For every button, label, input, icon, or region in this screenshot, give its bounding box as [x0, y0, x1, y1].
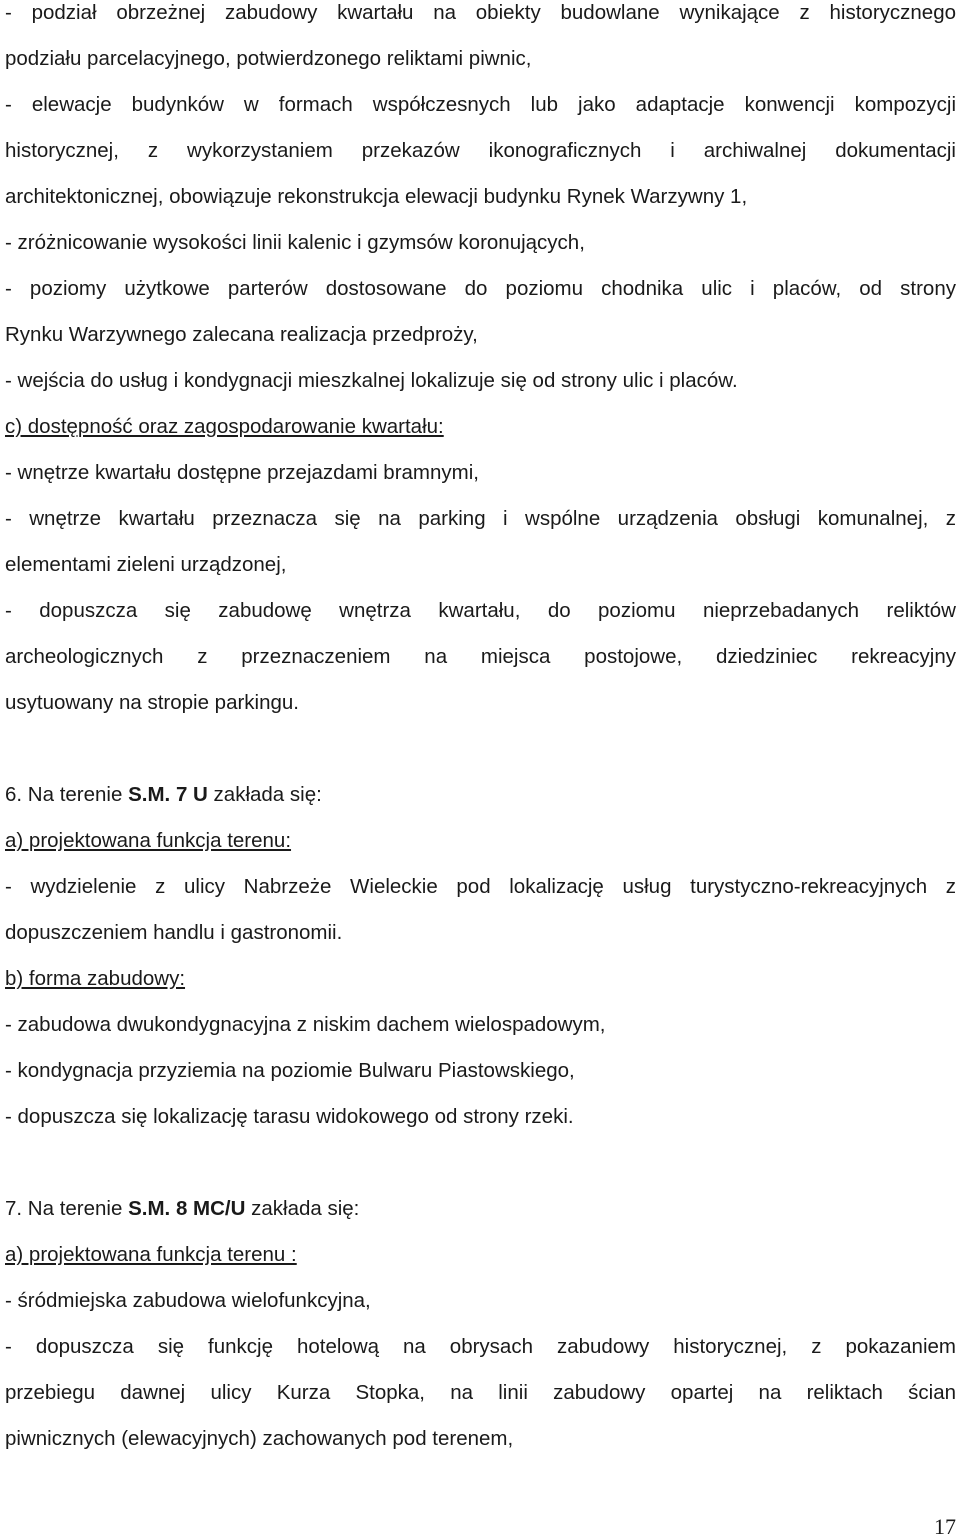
section-6-prefix: 6. Na terenie [5, 783, 129, 806]
text-line: - wydzielenie z ulicy Nabrzeże Wieleckie pod lokalizację usług turystyczno-rekreacyjnych z [5, 875, 956, 898]
text-line: - kondygnacja przyziemia na poziomie Bulwaru Piastowskiego, [5, 1059, 575, 1082]
text-line: usytuowany na stropie parkingu. [5, 691, 300, 714]
text-line: elementami zieleni urządzonej, [5, 553, 287, 576]
text-line: - wnętrze kwartału dostępne przejazdami bramnymi, [5, 461, 479, 484]
text-line: podziału parcelacyjnego, potwierdzonego reliktami piwnic, [5, 47, 532, 70]
text-line: architektonicznej, obowiązuje rekonstrukcja elewacji budynku Rynek Warzywny 1, [5, 185, 748, 208]
section-7-suffix: zakłada się: [245, 1197, 360, 1220]
text-line: - dopuszcza się funkcję hotelową na obrysach zabudowy historycznej, z pokazaniem [5, 1335, 956, 1358]
section-6-code: S.M. [128, 783, 171, 806]
text-line: - zabudowa dwukondygnacyjna z niskim dachem wielospadowym, [5, 1013, 606, 1036]
section-heading: a) projektowana funkcja terenu: [5, 829, 292, 852]
section-7-code: S.M. [128, 1197, 171, 1220]
text-line: - poziomy użytkowe parterów dostosowane do poziomu chodnika ulic i placów, od strony [5, 277, 956, 300]
text-line: piwnicznych (elewacyjnych) zachowanych pod terenem, [5, 1427, 514, 1450]
section-heading: b) forma zabudowy: [5, 967, 186, 990]
section-7-symbol: 8 MC/U [175, 1197, 246, 1220]
section-heading: c) dostępność oraz zagospodarowanie kwartału: [5, 415, 444, 438]
text-line: - dopuszcza się zabudowę wnętrza kwartału, do poziomu nieprzebadanych reliktów [5, 599, 956, 622]
text-line: - zróżnicowanie wysokości linii kalenic i gzymsów koronujących, [5, 231, 585, 254]
text-line: dopuszczeniem handlu i gastronomii. [5, 921, 343, 944]
text-line: - elewacje budynków w formach współczesnych lub jako adaptacje konwencji kompozycji [5, 93, 956, 116]
section-7-prefix: 7. Na terenie [5, 1197, 129, 1220]
section-7-heading [5, 1196, 956, 1222]
section-6-suffix: zakłada się: [207, 783, 322, 806]
section-heading: a) projektowana funkcja terenu : [5, 1243, 297, 1266]
text-line: przebiegu dawnej ulicy Kurza Stopka, na linii zabudowy opartej na reliktach ścian [5, 1381, 956, 1404]
section-6-symbol: 7 U [175, 783, 208, 806]
text-line: - podział obrzeżnej zabudowy kwartału na obiekty budowlane wynikające z historycznego [5, 1, 956, 24]
text-line: - dopuszcza się lokalizację tarasu widokowego od strony rzeki. [5, 1105, 574, 1128]
text-line: historycznej, z wykorzystaniem przekazów ikonograficznych i archiwalnej dokumentacji [5, 139, 956, 162]
text-line: archeologicznych z przeznaczeniem na miejsca postojowe, dziedziniec rekreacyjny [5, 645, 956, 668]
page-number: 17 [934, 1514, 956, 1539]
section-6-heading [5, 782, 956, 808]
text-line: - wejścia do usług i kondygnacji mieszkalnej lokalizuje się od strony ulic i placów. [5, 369, 738, 392]
text-line: - wnętrze kwartału przeznacza się na parking i wspólne urządzenia obsługi komunalnej, z [5, 507, 956, 530]
text-line: Rynku Warzywnego zalecana realizacja przedproży, [5, 323, 478, 346]
text-line: - śródmiejska zabudowa wielofunkcyjna, [5, 1289, 371, 1312]
